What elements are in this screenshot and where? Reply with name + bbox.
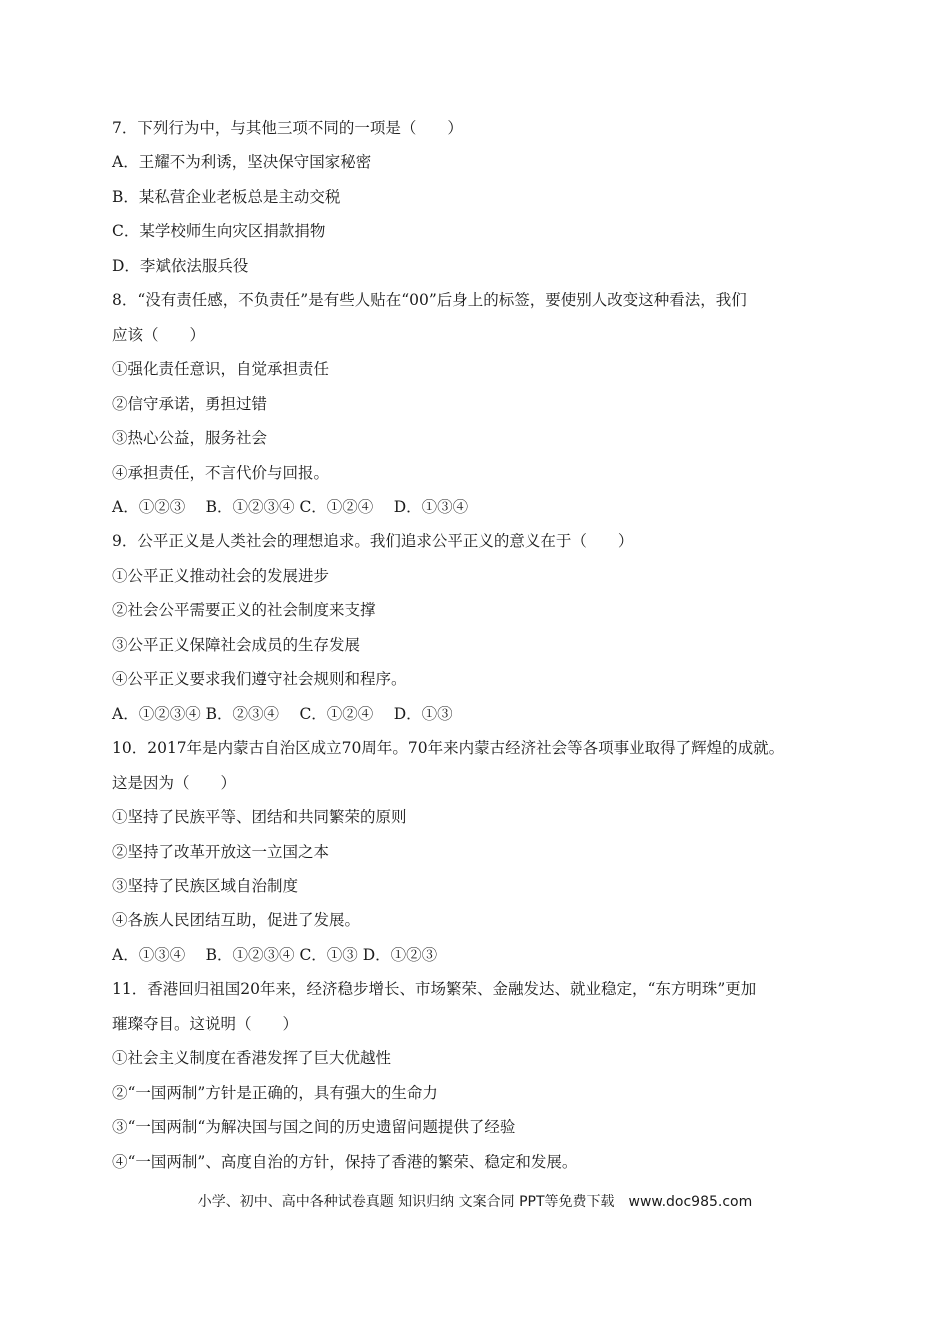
statement-item: ③公平正义保障社会成员的生存发展: [112, 635, 361, 654]
question-stem: 9．公平正义是人类社会的理想追求。我们追求公平正义的意义在于（ ）: [112, 532, 634, 551]
answer-option: A．王耀不为利诱，坚决保守国家秘密: [112, 153, 372, 172]
statement-item: ③坚持了民族区域自治制度: [112, 876, 299, 895]
statement-item: ③“一国两制“为解决国与国之间的历史遗留问题提供了经验: [112, 1118, 516, 1137]
page-footer: 小学、初中、高中各种试卷真题 知识归纳 文案合同 PPT等免费下载 www.doc985.com: [197, 1194, 753, 1210]
question-stem: 璀璨夺目。这说明（ ）: [112, 1014, 299, 1033]
question-stem: 10．2017年是内蒙古自治区成立70周年。70年来内蒙古经济社会等各项事业取得了辉煌的成就。: [112, 739, 785, 758]
statement-item: ④各族人民团结互助，促进了发展。: [112, 911, 361, 930]
answer-options-row: A．①②③④ B．②③④ C．①②④ D．①③: [112, 704, 453, 723]
statement-item: ②坚持了改革开放这一立国之本: [112, 842, 330, 861]
statement-item: ④承担责任，不言代价与回报。: [112, 463, 330, 482]
answer-option: B．某私营企业老板总是主动交税: [112, 187, 341, 206]
question-stem: 7．下列行为中，与其他三项不同的一项是（ ）: [112, 119, 463, 137]
question-stem: 这是因为（ ）: [112, 773, 237, 792]
statement-item: ②信守承诺，勇担过错: [112, 394, 268, 413]
statement-item: ④公平正义要求我们遵守社会规则和程序。: [112, 670, 407, 689]
question-stem: 11．香港回归祖国20年来，经济稳步增长、市场繁荣、金融发达、就业稳定，“东方明珠”更加: [112, 980, 757, 999]
question-stem: 8．“没有责任感，不负责任”是有些人贴在“00”后身上的标签，要使别人改变这种看法，我们: [112, 291, 747, 310]
question-stem: 应该（ ）: [112, 325, 206, 344]
statement-item: ②社会公平需要正义的社会制度来支撑: [112, 601, 376, 620]
answer-option: D．李斌依法服兵役: [112, 256, 249, 275]
statement-item: ③热心公益，服务社会: [112, 429, 268, 448]
answer-options-row: A．①②③ B．①②③④ C．①②④ D．①③④: [112, 498, 469, 516]
statement-item: ①强化责任意识，自觉承担责任: [112, 360, 330, 379]
statement-item: ②“一国两制”方针是正确的，具有强大的生命力: [112, 1083, 438, 1102]
answer-options-row: A．①③④ B．①②③④ C．①③ D．①②③: [112, 945, 438, 964]
answer-option: C．某学校师生向灾区捐款捐物: [112, 222, 326, 241]
statement-item: ①社会主义制度在香港发挥了巨大优越性: [112, 1049, 392, 1068]
statement-item: ④“一国两制”、高度自治的方针，保持了香港的繁荣、稳定和发展。: [112, 1152, 578, 1171]
statement-item: ①坚持了民族平等、团结和共同繁荣的原则: [112, 808, 407, 826]
statement-item: ①公平正义推动社会的发展进步: [112, 566, 330, 585]
